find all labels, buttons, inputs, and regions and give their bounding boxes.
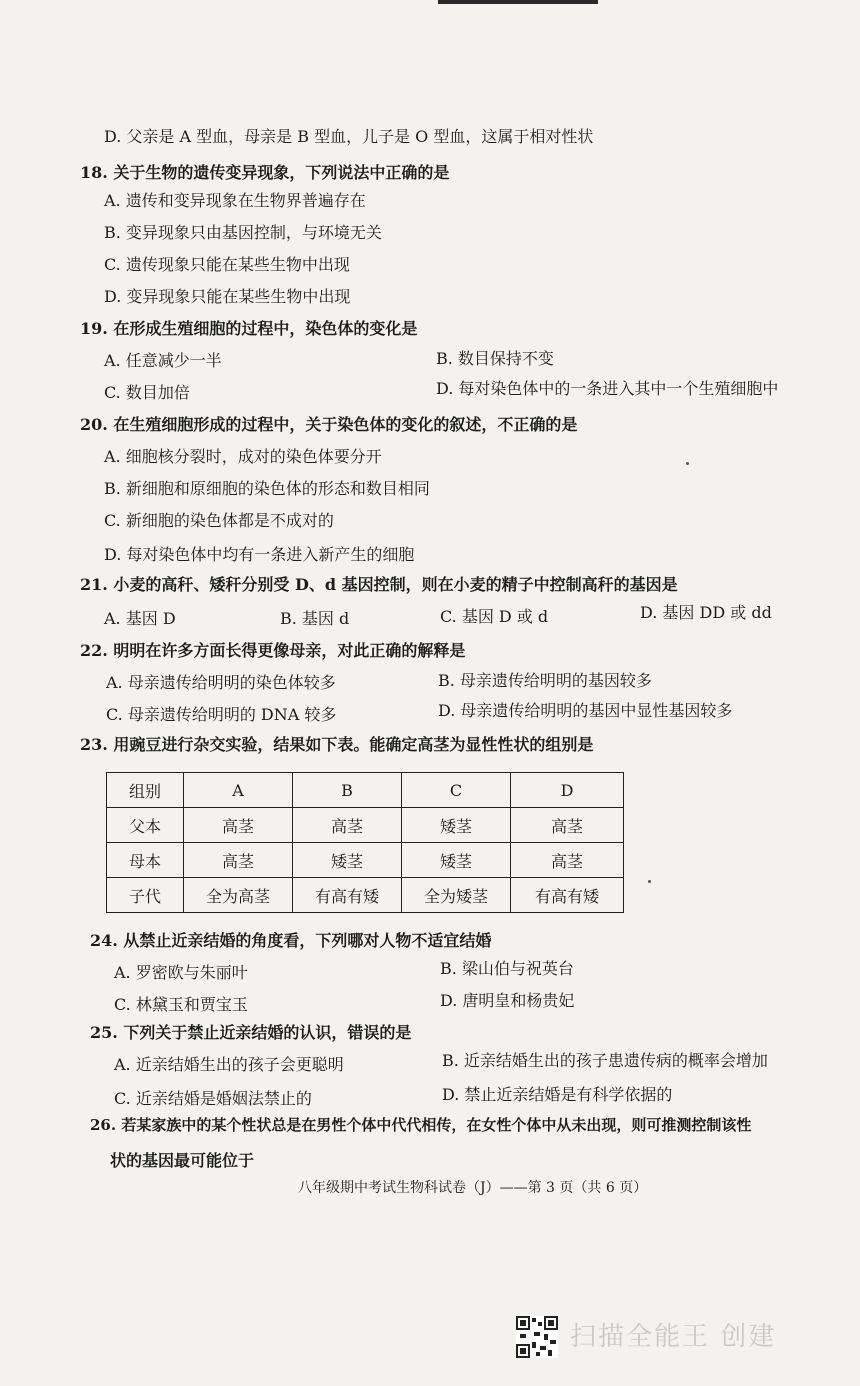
qr-code-icon [516, 1316, 558, 1358]
table-cell: 父本 [107, 808, 184, 843]
table-header-row [107, 773, 624, 808]
top-edge-mark [438, 0, 598, 4]
table-cell: 母本 [107, 843, 184, 878]
table-header-cell: 组别 [107, 773, 184, 808]
q24-option-d: D. 唐明皇和杨贵妃 [440, 991, 575, 1010]
table-cell: 高茎 [184, 808, 293, 843]
q26-stem: 26. 若某家族中的某个性状总是在男性个体中代代相传，在女性个体中从未出现，则可推测控制该性 [90, 1116, 752, 1134]
q25-stem: 25. 下列关于禁止近亲结婚的认识，错误的是 [90, 1023, 412, 1042]
pea-cross-table [106, 772, 624, 913]
q21-option-b: B. 基因 d [280, 609, 350, 628]
q18-option-c: C. 遗传现象只能在某些生物中出现 [104, 255, 350, 274]
q22-option-d: D. 母亲遗传给明明的基因中显性基因较多 [438, 701, 733, 720]
q18-stem: 18. 关于生物的遗传变异现象，下列说法中正确的是 [80, 163, 450, 182]
table-header-cell: D [511, 773, 624, 808]
q22-option-b: B. 母亲遗传给明明的基因较多 [438, 671, 652, 690]
table-header-cell: C [402, 773, 511, 808]
q25-option-d: D. 禁止近亲结婚是有科学依据的 [442, 1085, 673, 1104]
q25-option-a: A. 近亲结婚生出的孩子会更聪明 [114, 1055, 344, 1074]
q18-option-b: B. 变异现象只由基因控制，与环境无关 [104, 223, 382, 242]
table-row [107, 878, 624, 913]
q19-option-c: C. 数目加倍 [104, 383, 190, 402]
q22-stem: 22. 明明在许多方面长得更像母亲，对此正确的解释是 [80, 641, 466, 660]
table-cell: 高茎 [511, 808, 624, 843]
q20-option-d: D. 每对染色体中均有一条进入新产生的细胞 [104, 545, 415, 564]
table-cell: 全为矮茎 [402, 878, 511, 913]
table-cell: 子代 [107, 878, 184, 913]
page-footer: 八年级期中考试生物科试卷（J）——第 3 页（共 6 页） [298, 1180, 648, 1196]
q24-stem: 24. 从禁止近亲结婚的角度看，下列哪对人物不适宜结婚 [90, 931, 492, 950]
q19-option-d: D. 每对染色体中的一条进入其中一个生殖细胞中 [436, 379, 779, 398]
q25-option-b: B. 近亲结婚生出的孩子患遗传病的概率会增加 [442, 1051, 768, 1070]
q20-option-c: C. 新细胞的染色体都是不成对的 [104, 511, 334, 530]
q17-option-d: D. 父亲是 A 型血，母亲是 B 型血，儿子是 O 型血，这属于相对性状 [104, 127, 594, 146]
q26-stem-continued: 状的基因最可能位于 [110, 1151, 255, 1170]
q18-option-a: A. 遗传和变异现象在生物界普遍存在 [104, 191, 366, 210]
scan-speck [648, 880, 651, 883]
table-cell: 矮茎 [402, 843, 511, 878]
table-cell: 高茎 [293, 808, 402, 843]
table-cell: 高茎 [184, 843, 293, 878]
scanner-watermark: 扫描全能王 创建 [570, 1322, 777, 1352]
q19-stem: 19. 在形成生殖细胞的过程中，染色体的变化是 [80, 319, 418, 338]
q22-option-c: C. 母亲遗传给明明的 DNA 较多 [106, 705, 337, 724]
table-cell: 有高有矮 [511, 878, 624, 913]
q20-stem: 20. 在生殖细胞形成的过程中，关于染色体的变化的叙述，不正确的是 [80, 415, 578, 434]
q19-option-a: A. 任意减少一半 [104, 351, 222, 370]
q22-option-a: A. 母亲遗传给明明的染色体较多 [106, 673, 336, 692]
table-header-cell: B [293, 773, 402, 808]
table-row [107, 843, 624, 878]
q24-option-c: C. 林黛玉和贾宝玉 [114, 995, 248, 1014]
q21-option-c: C. 基因 D 或 d [440, 607, 549, 626]
table-cell: 高茎 [511, 843, 624, 878]
table-cell: 有高有矮 [293, 878, 402, 913]
q21-stem: 21. 小麦的高秆、矮秆分别受 D、d 基因控制，则在小麦的精子中控制高秆的基因是 [80, 575, 678, 594]
table-cell: 全为高茎 [184, 878, 293, 913]
table-row [107, 808, 624, 843]
scan-speck [686, 462, 689, 465]
q25-option-c: C. 近亲结婚是婚姻法禁止的 [114, 1089, 312, 1108]
q24-option-a: A. 罗密欧与朱丽叶 [114, 963, 248, 982]
table-header-cell: A [184, 773, 293, 808]
q21-option-d: D. 基因 DD 或 dd [640, 603, 772, 622]
q24-option-b: B. 梁山伯与祝英台 [440, 959, 574, 978]
q20-option-b: B. 新细胞和原细胞的染色体的形态和数目相同 [104, 479, 430, 498]
q19-option-b: B. 数目保持不变 [436, 349, 554, 368]
table-cell: 矮茎 [293, 843, 402, 878]
q20-option-a: A. 细胞核分裂时，成对的染色体要分开 [104, 447, 382, 466]
q21-option-a: A. 基因 D [104, 609, 176, 628]
q23-stem: 23. 用豌豆进行杂交实验，结果如下表。能确定高茎为显性性状的组别是 [80, 735, 594, 754]
q18-option-d: D. 变异现象只能在某些生物中出现 [104, 287, 351, 306]
table-cell: 矮茎 [402, 808, 511, 843]
